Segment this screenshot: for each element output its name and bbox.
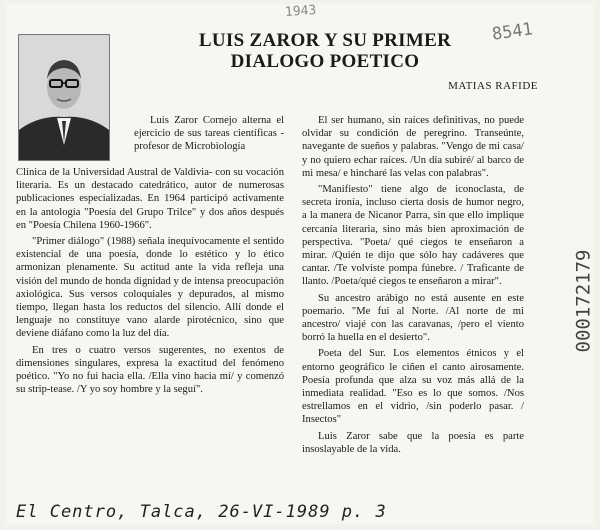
title-line-1: LUIS ZAROR Y SU PRIMER bbox=[198, 30, 452, 51]
paragraph-1-continued: Clínica de la Universidad Austral de Valdivia- con su vocación literaria. Es un destacado catedrático, autor de numerosas publicaciones especializadas. En 1964 participó activamente en la antología "Poesía del Grupo Trilce" y dos años después en "Poesía Chilena 1960-1966". bbox=[16, 167, 284, 231]
column-1 bbox=[16, 166, 284, 399]
paragraph-2: "Primer diálogo" (1988) señala inequívocamente el sentido existencial de una poesía, donde lo estético y lo ético armonizan plenamente. Su actitud ante la vida refleja una visión del mundo de honda dignidad y de intensa preocupación axiológica. Sus versos coloquiales y depurados, al mismo tiempo, llegan hasta los reductos del silencio. Allí donde el lenguaje no constituye vano alarde pirotécnico, sino que deviene diáfano como la luz del día. bbox=[16, 236, 284, 340]
handwritten-source: El Centro, Talca, 26-VI-1989 p. 3 bbox=[16, 502, 387, 522]
paragraph-intro: Luis Zaror Cornejo alterna el ejercicio de sus tareas científicas -profesor de Microbiología bbox=[134, 115, 284, 153]
handwritten-number: 8541 bbox=[490, 19, 535, 45]
portrait-image bbox=[19, 35, 109, 160]
title-line-2: DIALOGO POETICO bbox=[230, 51, 420, 72]
author-byline: MATIAS RAFIDE bbox=[448, 80, 538, 92]
author-photo bbox=[18, 34, 110, 161]
paragraph-3: En tres o cuatro versos sugerentes, no exentos de dimensiones singulares, expresa la exactitud del fenómeno poético. "Yo no fui hacia ella. /Ella vino hacia mí/ y comenzó su strip-tease. /Y yo soy hombre y la seguí". bbox=[16, 344, 284, 396]
paragraph-4: El ser humano, sin raíces definitivas, no puede olvidar su condición de peregrino. Transeúnte, navegante de sueños y palabras. "Vengo de mi casa/ y no quiero echar raíces. /Un día subiré/ al barco de mi mesa/ e hincharé las velas con palabras". bbox=[302, 115, 524, 179]
handwritten-year: 1943 bbox=[284, 2, 317, 21]
paragraph-7: Poeta del Sur. Los elementos étnicos y el entorno geográfico le ciñen el canto airosamente. Poesía profunda que alza su voz más allá de la inmediata realidad. "Eso es lo que somos. /Nos estrellamos en el vidrio, /sin poderlo pasar. / Insectos" bbox=[302, 348, 524, 426]
article-title bbox=[150, 30, 500, 72]
column-2 bbox=[302, 114, 524, 459]
paragraph-8: Luis Zaror sabe que la poesía es parte insoslayable de la vida. bbox=[302, 430, 524, 455]
paragraph-5: "Manifiesto" tiene algo de iconoclasta, de secreta ironía, incluso cierta dosis de humor negro, a la manera de Nicanor Parra, sin que ello implique cercanía literaria, sino más bien aproximación de perspectiva. "Poeta/ qué ciegos te enseñaron a mirar. /Quién te dijo que sólo hay cadáveres que cantar. /Te volviste pompa fúnebre. / Traficante de llanto. /Poeta/qué ciegos te enseñaron a mirar". bbox=[302, 184, 524, 288]
paragraph-6: Su ancestro arábigo no está ausente en este poemario. "Me fui al Norte. /Al norte de mi ancestro/ viajé con las caravanas, /pero el viento borró la huella en el desierto". bbox=[302, 292, 524, 344]
column-1-intro bbox=[134, 114, 284, 157]
handwritten-id: 000172179 bbox=[572, 249, 595, 353]
